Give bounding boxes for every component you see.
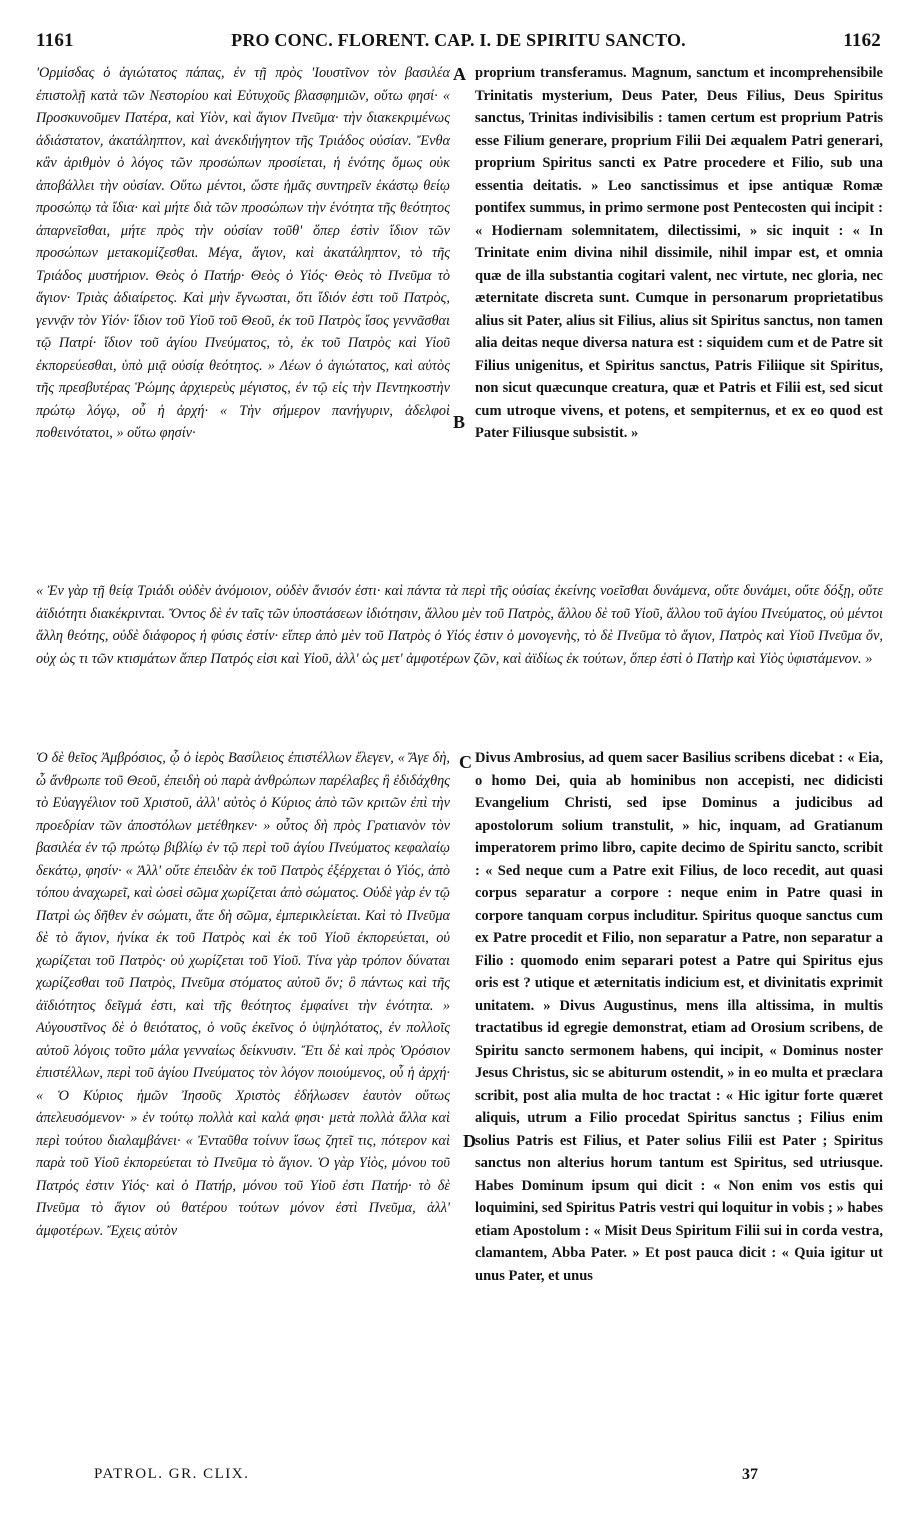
page-header xyxy=(36,30,881,56)
section-marker-b: B xyxy=(453,412,466,432)
greek-column-bottom: Ὁ δὲ θεῖος Ἀμβρόσιος, ᾧ ὁ ἱερὸς Βασίλειος ἐπιστέλλων ἔλεγεν, « Ἄγε δὴ, ὦ ἄνθρωπε τοῦ Θεοῦ, ἐπειδὴ οὐ παρὰ ἀνθρώπων παρέλαβες ἢ ἐδιδάχθης τὸ Εὐαγγέλιον τοῦ Χριστοῦ, ἀλλ' αὐτὸς ὁ Κύριος ἀπὸ τῶν κριτῶν ἐπὶ τὴν προεδρίαν τῶν ἀποστόλων μετέθηκεν· » οὗτος δὴ πρὸς Γρατιανὸν τὸν βασιλέα ἐν τῷ πρώτῳ βιβλίῳ ἐν τῷ περὶ τοῦ ἁγίου Πνεύματος κεφαλαίῳ δεκάτῳ, φησίν· « Ἀλλ' οὔτε ἐπειδὰν ἐκ τοῦ Πατρὸς ἐξέρχεται ὁ Υἱός, ἀπὸ τόπου ἀναχωρεῖ, καὶ ὡσεὶ σῶμα χωρίζεται ἀπὸ σώματος. Οὐδὲ γὰρ ἐν τῷ Πατρὶ ὡς δῆθεν ἐν σώματι, ἅτε δὴ σῶμα, ἐμπερικλείεται. Καὶ τὸ Πνεῦμα δὲ τὸ ἅγιον, ἡνίκα ἐκ τοῦ Πατρὸς καὶ ἐκ τοῦ Υἱοῦ ἐκπορεύεται, οὐ χωρίζεται τοῦ Πατρὸς· οὐ χωρίζεται τοῦ Υἱοῦ. Τίνα γὰρ τρόπον δύναται χωρίζεσθαι τοῦ Πατρὸς, Πνεῦμα στόματος αὐτοῦ ὄν; ὃ πάντως καὶ τῆς ἀϊδιότητος δεῖγμά ἐστι, καὶ τῆς θεότητος ἐμφαίνει τὴν ἑνότητα. » Αὐγουστῖνος δὲ ὁ θειότατος, ὁ νοῦς ἐκεῖνος ὁ ὑψηλότατος, ἐν πολλοῖς αὐτοῦ λόγοις τοῦτο μάλα γενναίως δείκνυσιν. Ἔτι δὲ καὶ πρὸς Ὀρόσιον ἐπιστέλλων, περὶ τοῦ ἁγίου Πνεύματος τὸν λόγον ποιούμενος, οὗ ἡ ἀρχή· « Ὁ Κύριος ἡμῶν Ἰησοῦς Χριστὸς ἐδήλωσεν ἑαυτὸν οὕτως ἀπελευσόμενον· » ἐν τούτῳ πολλὰ καὶ καλά φησι· μετὰ πολλὰ ἄλλα καὶ περὶ τούτου διαλαμβάνει· « Ἐνταῦθα τοίνυν ἴσως ζητεῖ τις, πότερον καὶ παρὰ τοῦ Υἱοῦ ἐκπορεύεται τὸ Πνεῦμα τὸ ἅγιον. Ὁ γὰρ Υἱὸς, μόνου τοῦ Πατρός ἐστιν Υἱός· καὶ ὁ Πατήρ, μόνου τοῦ Υἱοῦ ἐστι Πατήρ· τὸ δὲ Πνεῦμα τὸ ἅγιον οὐ θατέρου τούτων μόνον ἐστὶ Πνεῦμα, ἀλλ' ἀμφοτέρων. Ἔχεις αὐτὸν xyxy=(36,750,450,1239)
section-marker-c: C xyxy=(459,752,472,772)
section-marker-a: A xyxy=(453,64,466,84)
greek-column-top: 'Ορμίσδας ὁ ἁγιώτατος πάπας, ἐν τῇ πρὸς 'Ιουστῖνον τὸν βασιλέα ἐπιστολῇ κατὰ τῶν Νεστορίου καὶ Εὐτυχοῦς βλασφημιῶν, οὕτω φησί· « Προσκυνοῦμεν Πατέρα, καὶ Υἱὸν, καὶ ἅγιον Πνεῦμα· τὴν διακεκριμένως ἀδιάστατον, ἀκατάληπτον, καὶ ἀνεκδιήγητον τῆς Τριάδος οὐσίαν. Ἔνθα κἂν ἀριθμὸν ὁ λόγος τῶν προσώπων προσίεται, ἡ ἑνότης ὅμως οὐκ ἀποβάλλει τὴν οὐσίαν. Οὕτω μέντοι, ὥστε ἡμᾶς συντηρεῖν ἑκάστῳ θείῳ προσώπῳ τὰ ἴδια· καὶ μήτε διὰ τῶν προσώπων τὴν ἑνότητα τῆς θεότητος ἀπαρνεῖσθαι, μήτε πρὸς τὴν οὐσίαν τοῦθ' ὅπερ ἐστὶν ἴδιον τῶν προσώπων μετακομίζεσθαι. Μέγα, ἅγιον, καὶ ἀκατάληπτον, τὸ τῆς Τριάδος μυστήριον. Θεὸς ὁ Πατήρ· Θεὸς ὁ Υἱός· Θεὸς τὸ Πνεῦμα τὸ ἅγιον· Τριὰς ἀδιαίρετος. Καὶ μὴν ἔγνωσται, ὅτι ἴδιόν ἐστι τοῦ Πατρὸς, γεννᾷν τὸν Υἱόν· ἴδιον τοῦ Υἱοῦ τοῦ Θεοῦ, ἐκ τοῦ Πατρὸς ἴσος γεννᾶσθαι τῷ Πατρί· ἴδιον τοῦ ἁγίου Πνεύματος, τὸ, ἐκ τοῦ Πατρὸς καὶ Υἱοῦ ἐκπορεύεσθαι, ὑπὸ μιᾷ οὐσίᾳ θεότητος. » Λέων ὁ ἁγιώτατος, καὶ αὐτὸς τῆς πρεσβυτέρας Ῥώμης ἀρχιερεὺς μέγιστος, ἐν τῷ εἰς τὴν Πεντηκοστὴν πρώτῳ λόγῳ, οὗ ἡ ἀρχή· « Τὴν σήμερον πανήγυριν, ἀδελφοὶ ποθεινότατοι, » οὕτω φησίν· xyxy=(36,65,450,441)
latin-column-bottom: Divus Ambrosius, ad quem sacer Basilius scribens dicebat : « Eia, o homo Dei, quia ab hominibus non accepisti, nec didicisti Evangelium Christi, sed ipse Dominus a judicibus ad apostolorum solium transtulit, » hic, inquam, ad Gratianum imperatorem primo libro, capite decimo de Spiritu sancto, scribit : « Sed neque cum a Patre exit Filius, de loco recedit, aut quasi corpus separatur a corpore : neque enim in Patre quasi in corpore tanquam corpus includitur. Spiritus quoque sanctus cum ex Patre procedit et Filio, non separatur a Patre, non separatur a Filio : quomodo enim separari potest a Patre qui Spiritus ejus oris est ? utique et æternitatis indicium est, et divinitatis exprimit unitatem. » Divus Augustinus, mens illa altissima, in multis tractatibus id egregie demonstrat, etiam ad Orosium scribens, de Spiritu sancto sermonem habens, qui incipit, « Dominus noster Jesus Christus, sic se abiturum ostendit, » in eo multa et præclara scribit, post alia multa de hoc tractat : « Hic igitur forte quæret aliquis, utrum a Filio procedat Spiritus sanctus ; Filius enim solius Patris est Filius, et Pater solius Filii est Pater ; Spiritus sanctus non alterius horum tantum est Spiritus, sed utriusque. Habes Dominum ipsum qui dicit : « Non enim vos estis qui loquimini, sed Spiritus Patris vestri qui loquitur in vobis ; » habes etiam Apostolum : « Misit Deus Spiritum Filii sui in corda vestra, clamantem, Abba Pater. » Et post pauca dicit : « Quia igitur ut unus Pater, et unus xyxy=(475,750,883,1284)
latin-column-top: proprium transferamus. Magnum, sanctum et incomprehensibile Trinitatis mysterium, Deus Pater, Deus Filius, Deus Spiritus sanctus, Trinitas indivisibilis : tamen certum est proprium Patris esse Filium generare, proprium Filii Dei æqualem Patri generari, proprium Spiritus sancti ex Patre procedere et Filio, sub una essentia deitatis. » Leo sanctissimus et ipse antiquæ Romæ pontifex summus, in primo sermone post Pentecosten qui incipit : « Hodiernam solemnitatem, dilectissimi, » sic inquit : « In Trinitate enim divina nihil dissimile, nihil impar est, et omnia quæ de illa substantia cogitari valent, nec virtute, nec gloria, nec æternitate discreta sunt. Cumque in personarum proprietatibus alius sit Pater, alius sit Filius, alius sit Spiritus sanctus, non tamen alia deitas neque diversa natura est : siquidem cum et de Patre sit Filius unigenitus, et Spiritus sanctus, Patris Filiique sit Spiritus, non sicut quæcunque creatura, quæ et Patris et Filii est, sed sicut cum utroque vivens, et potens, et sempiternus, et ex eo quod est Pater Filiusque subsistit. » xyxy=(475,65,883,441)
page-number-left: 1161 xyxy=(36,30,74,51)
footer-sheet-number: 37 xyxy=(742,1466,758,1483)
greek-full-width-passage: « Ἐν γὰρ τῇ θείᾳ Τριάδι οὐδὲν ἀνόμοιον, οὐδὲν ἄνισόν ἐστι· καὶ πάντα τὰ περὶ τῆς οὐσίας ἐκείνης νοεῖσθαι δυνάμενα, οὔτε δυνάμει, οὔτε δόξῃ, οὔτε ἀϊδιότητι διακέκρινται. Ὄντος δὲ ἐν ταῖς τῶν ὑποστάσεων ἰδιότησιν, ἄλλου μὲν τοῦ Πατρὸς, ἄλλου δὲ τοῦ Υἱοῦ, ἄλλου τοῦ ἁγίου Πνεύματος, οὐ μέντοι ἄλλη θεότης, οὐδὲ διάφορος ἡ φύσις ἐστίν· εἴπερ ἀπὸ μὲν τοῦ Πατρὸς ὁ Υἱός ἐστιν ὁ μονογενὴς, τὸ δὲ Πνεῦμα τὸ ἅγιον, Πατρὸς καὶ Υἱοῦ Πνεῦμα ὄν, οὐχ ὡς τι τῶν κτισμάτων ἅπερ Πατρός εἰσι καὶ Υἱοῦ, ἀλλ' ὡς μετ' ἀμφοτέρων ζῶν, καὶ ἀϊδίως ἐκ τούτων, ὅπερ ἐστὶ ὁ Πατὴρ καὶ Υἱὸς ὑφιστάμενον. » xyxy=(36,583,883,667)
page-number-right: 1162 xyxy=(843,30,881,51)
footer-series-label: PATROL. GR. CLIX. xyxy=(94,1466,250,1482)
running-title: PRO CONC. FLORENT. CAP. I. DE SPIRITU SANCTO. xyxy=(231,30,686,50)
section-marker-d: D xyxy=(463,1131,476,1151)
